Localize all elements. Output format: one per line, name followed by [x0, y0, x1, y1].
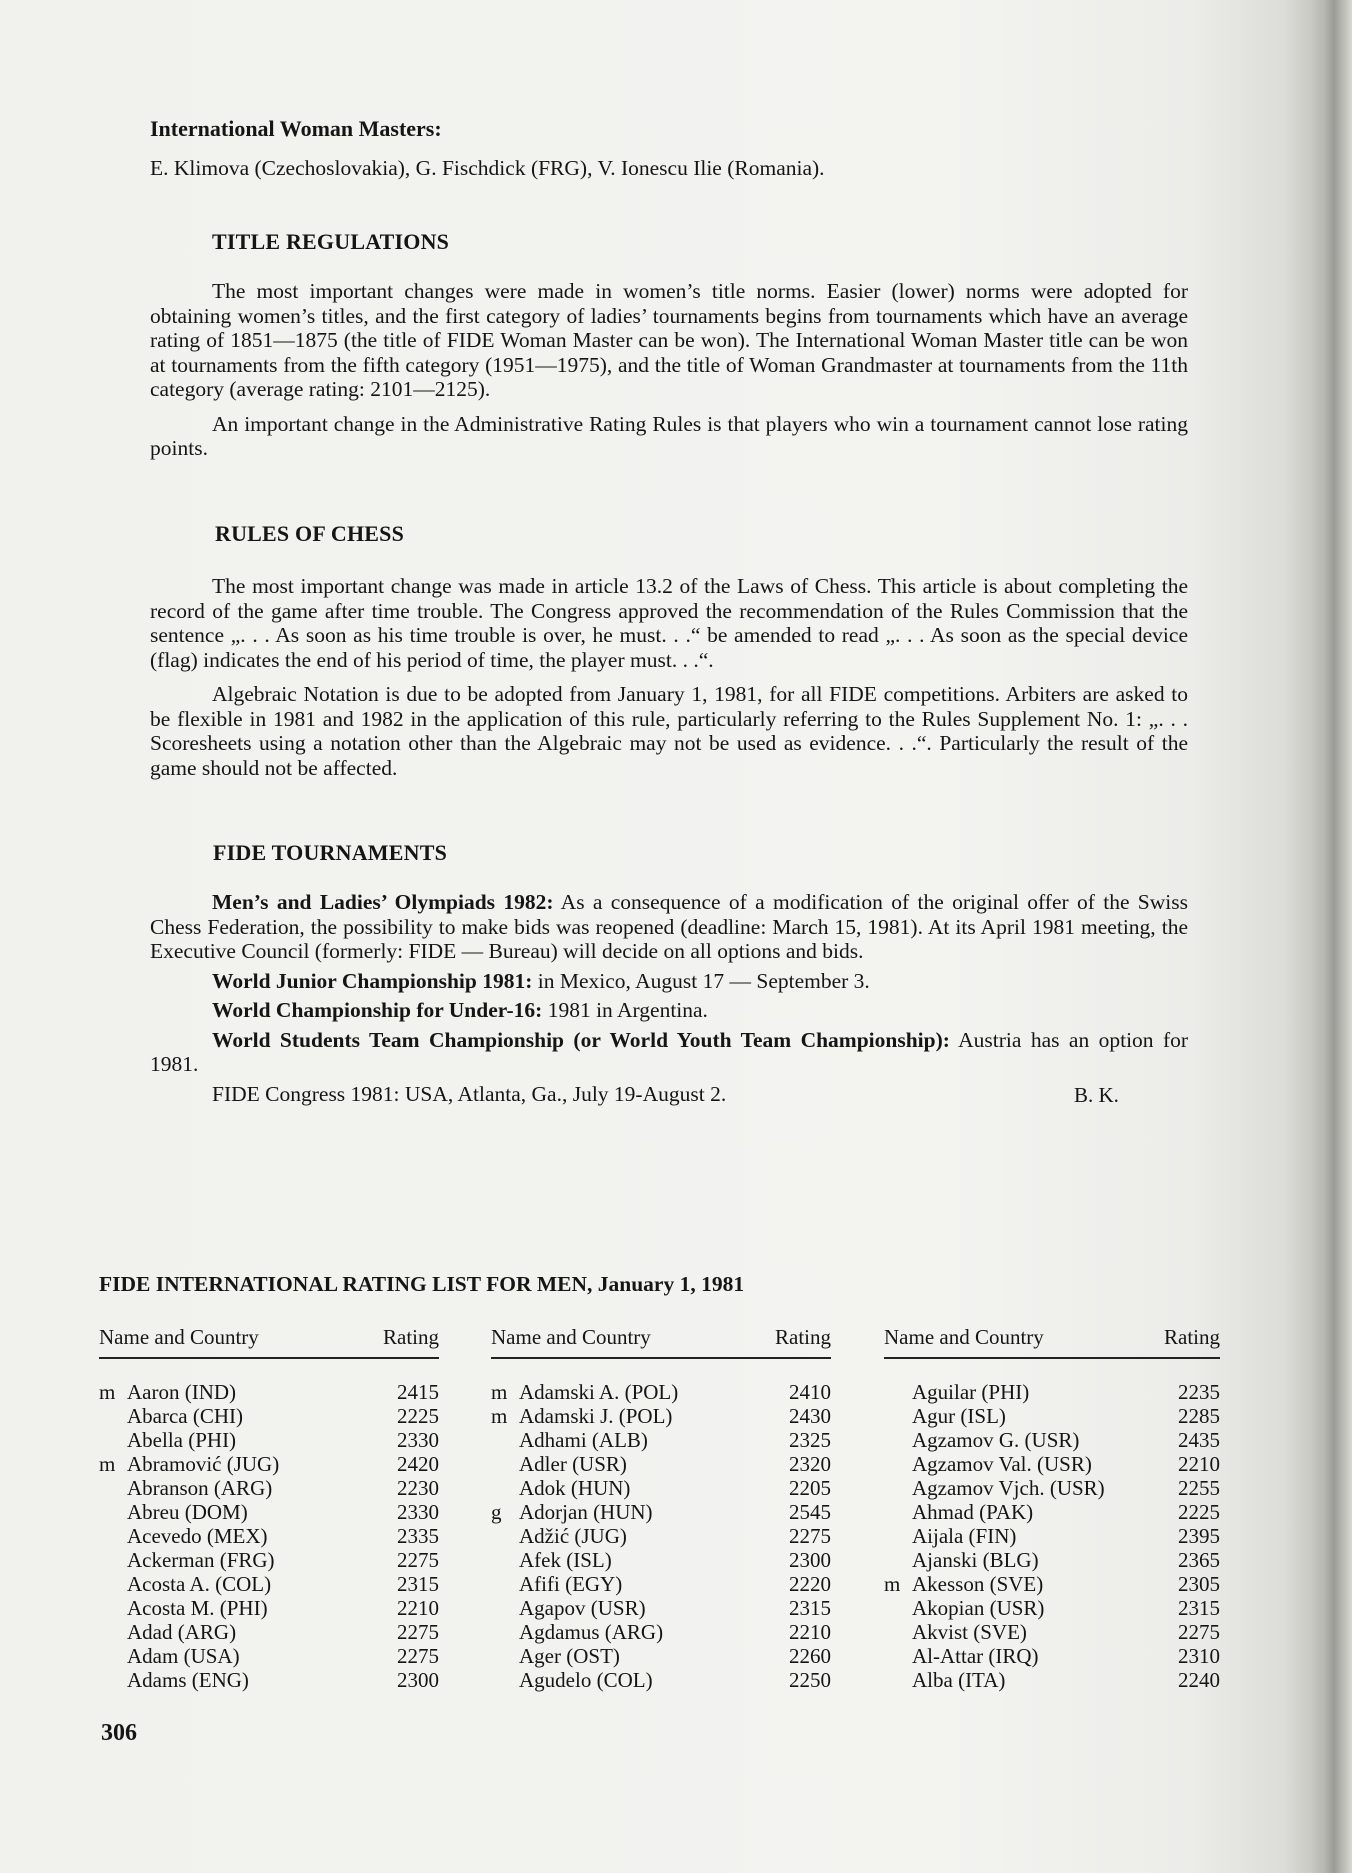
title-regulations-paragraph-2: An important change in the Administrative Rating Rules is that players who win a tournament cannot lose rating points. — [150, 411, 1188, 460]
player-title — [884, 1428, 912, 1452]
table-row — [884, 1452, 1220, 1476]
player-name: Adam (USA) — [127, 1644, 240, 1668]
player-title — [491, 1620, 519, 1644]
player-title: g — [491, 1500, 502, 1524]
title-regulations-heading-wrap — [212, 229, 1250, 255]
fide-tournaments-heading: FIDE TOURNAMENTS — [213, 840, 448, 865]
player-rating: 2225 — [397, 1404, 439, 1428]
player-title — [884, 1380, 912, 1404]
player-title — [884, 1548, 912, 1572]
player-rating: 2410 — [789, 1380, 831, 1404]
player-rating: 2240 — [1178, 1668, 1220, 1692]
tournament-item: World Championship for Under-16: 1981 in Argentina. — [212, 998, 708, 1022]
player-rating: 2235 — [1178, 1380, 1220, 1404]
table-row — [99, 1452, 439, 1476]
player-rating: 2225 — [1178, 1500, 1220, 1524]
table-row — [99, 1428, 439, 1452]
player-name: Ajanski (BLG) — [912, 1548, 1039, 1572]
player-name: Agudelo (COL) — [519, 1668, 653, 1692]
player-title — [491, 1596, 519, 1620]
column-header: Name and Country Rating — [99, 1325, 439, 1359]
table-row — [884, 1500, 1220, 1524]
player-rating: 2305 — [1178, 1572, 1220, 1596]
player-title — [99, 1668, 127, 1692]
player-title — [99, 1524, 127, 1548]
table-row — [884, 1548, 1220, 1572]
table-row — [491, 1452, 831, 1476]
player-title — [491, 1524, 519, 1548]
player-title — [884, 1620, 912, 1644]
player-name: Adok (HUN) — [519, 1476, 631, 1500]
player-rating: 2275 — [397, 1548, 439, 1572]
table-row — [491, 1380, 831, 1404]
tournament-item: FIDE Congress 1981: USA, Atlanta, Ga., July 19-August 2. — [212, 1081, 727, 1106]
table-row — [884, 1668, 1220, 1692]
player-rating: 2415 — [397, 1380, 439, 1404]
player-rating: 2210 — [397, 1596, 439, 1620]
tournament-item: Men’s and Ladies’ Olympiads 1982: As a consequence of a modification of the original offer of the Swiss Chess Federation, the possibility to make bids was reopened (deadline: March 15, 1981). At its April 1981 meeting, the Executive Council (formerly: FIDE — Bureau) will decide on all options and bids. — [150, 890, 1189, 963]
player-title — [99, 1548, 127, 1572]
table-row — [491, 1548, 831, 1572]
player-title — [491, 1644, 519, 1668]
table-row — [99, 1620, 439, 1644]
player-title: m — [99, 1380, 116, 1404]
player-rating: 2310 — [1178, 1644, 1220, 1668]
player-title: m — [884, 1572, 901, 1596]
table-row — [884, 1644, 1220, 1668]
player-name: Alba (ITA) — [912, 1668, 1006, 1692]
tournament-item: World Junior Championship 1981: in Mexico, August 17 — September 3. — [212, 968, 870, 993]
player-rating: 2315 — [789, 1596, 831, 1620]
player-name: Adams (ENG) — [127, 1668, 249, 1692]
player-name: Abranson (ARG) — [127, 1476, 273, 1500]
rules-of-chess-body — [150, 574, 1188, 780]
player-name: Agur (ISL) — [912, 1404, 1006, 1428]
column-header: Name and Country Rating — [491, 1325, 831, 1359]
player-name: Akopian (USR) — [912, 1596, 1045, 1620]
player-title — [99, 1572, 127, 1596]
table-row — [99, 1404, 439, 1428]
player-title — [884, 1524, 912, 1548]
table-row — [884, 1572, 1220, 1596]
player-rating: 2330 — [397, 1500, 439, 1524]
player-name: Adžić (JUG) — [519, 1524, 627, 1548]
title-regulations-body — [150, 279, 1188, 461]
rating-column-1 — [99, 1325, 439, 1692]
player-rating: 2210 — [1178, 1452, 1220, 1476]
table-row — [491, 1428, 831, 1452]
table-row — [491, 1404, 831, 1428]
player-name: Adler (USR) — [519, 1452, 627, 1476]
player-title — [884, 1404, 912, 1428]
player-name: Adhami (ALB) — [519, 1428, 648, 1452]
player-name: Agzamov Vjch. (USR) — [912, 1476, 1105, 1500]
player-rating: 2255 — [1178, 1476, 1220, 1500]
table-row — [99, 1524, 439, 1548]
table-row — [884, 1380, 1220, 1404]
player-title — [99, 1620, 127, 1644]
table-row — [491, 1500, 831, 1524]
table-row — [99, 1548, 439, 1572]
table-row — [99, 1596, 439, 1620]
author-initials: B. K. — [1074, 1083, 1119, 1107]
player-title — [884, 1668, 912, 1692]
player-name: Abella (PHI) — [127, 1428, 237, 1452]
rating-rows — [99, 1380, 439, 1692]
player-name: Ager (OST) — [519, 1644, 620, 1668]
player-name: Aaron (IND) — [127, 1380, 237, 1404]
player-rating: 2210 — [789, 1620, 831, 1644]
player-name: Abramović (JUG) — [127, 1452, 280, 1476]
player-name: Ackerman (FRG) — [127, 1548, 275, 1572]
rating-rows — [884, 1380, 1220, 1692]
player-title — [884, 1500, 912, 1524]
table-row — [99, 1668, 439, 1692]
player-title — [99, 1500, 127, 1524]
player-rating: 2395 — [1178, 1524, 1220, 1548]
player-title — [884, 1476, 912, 1500]
player-name: Akvist (SVE) — [912, 1620, 1027, 1644]
player-title — [99, 1644, 127, 1668]
table-row — [491, 1596, 831, 1620]
woman-masters-names: E. Klimova (Czechoslovakia), G. Fischdick (FRG), V. Ionescu Ilie (Romania). — [150, 156, 825, 180]
player-rating: 2320 — [789, 1452, 831, 1476]
woman-masters-section — [150, 116, 1188, 181]
player-title — [491, 1476, 519, 1500]
player-rating: 2285 — [1178, 1404, 1220, 1428]
player-rating: 2300 — [789, 1548, 831, 1572]
rating-column-3 — [884, 1325, 1220, 1692]
player-title — [884, 1452, 912, 1476]
table-row — [491, 1644, 831, 1668]
player-name: Agzamov G. (USR) — [912, 1428, 1080, 1452]
table-row — [491, 1524, 831, 1548]
player-rating: 2230 — [397, 1476, 439, 1500]
player-name: Agapov (USR) — [519, 1596, 646, 1620]
player-name: Abarca (CHI) — [127, 1404, 244, 1428]
player-title — [491, 1668, 519, 1692]
player-rating: 2275 — [789, 1524, 831, 1548]
rating-list-date: January 1, 1981 — [597, 1272, 745, 1296]
player-rating: 2220 — [789, 1572, 831, 1596]
player-title — [99, 1404, 127, 1428]
player-name: Al-Attar (IRQ) — [912, 1644, 1039, 1668]
table-row — [99, 1572, 439, 1596]
player-rating: 2330 — [397, 1428, 439, 1452]
table-row — [884, 1524, 1220, 1548]
fide-tournaments-body — [150, 890, 1188, 1106]
rules-of-chess-heading: RULES OF CHESS — [215, 521, 405, 546]
table-row — [491, 1476, 831, 1500]
player-name: Afek (ISL) — [519, 1548, 612, 1572]
player-rating: 2205 — [789, 1476, 831, 1500]
table-row — [491, 1668, 831, 1692]
player-rating: 2365 — [1178, 1548, 1220, 1572]
table-row — [99, 1476, 439, 1500]
player-rating: 2275 — [397, 1644, 439, 1668]
player-title: m — [491, 1404, 508, 1428]
column-header: Name and Country Rating — [884, 1325, 1220, 1359]
player-name: Acosta A. (COL) — [127, 1572, 272, 1596]
woman-masters-heading: International Woman Masters: — [150, 116, 442, 141]
title-regulations-paragraph-1: The most important changes were made in women’s title norms. Easier (lower) norms were adopted for obtaining women’s titles, and the first category of ladies’ tournaments begins from tournaments which have an average rating of 1851—1875 (the title of FIDE Woman Master can be won). The International Woman Master title can be won at tournaments from the fifth category (1951—1975), and the title of Woman Grandmaster at tournaments from the 11th category (average rating: 2101—2125). — [150, 279, 1188, 401]
table-row — [99, 1380, 439, 1404]
player-rating: 2300 — [397, 1668, 439, 1692]
player-name: Aguilar (PHI) — [912, 1380, 1030, 1404]
player-name: Acosta M. (PHI) — [127, 1596, 268, 1620]
player-title: m — [491, 1380, 508, 1404]
player-rating: 2275 — [397, 1620, 439, 1644]
rules-of-chess-paragraph-1: The most important change was made in article 13.2 of the Laws of Chess. This article is about completing the record of the game after time trouble. The Congress approved the recommendation of the Rules Commission that the sentence „. . . As soon as his time trouble is over, he must. . .“ be amended to read „. . . As soon as the special device (flag) indicates the end of his period of time, the player must. . .“. — [150, 574, 1188, 672]
player-name: Aijala (FIN) — [912, 1524, 1017, 1548]
player-name: Adad (ARG) — [127, 1620, 237, 1644]
table-row — [884, 1620, 1220, 1644]
player-rating: 2275 — [1178, 1620, 1220, 1644]
player-rating: 2430 — [789, 1404, 831, 1428]
player-title — [491, 1428, 519, 1452]
table-row — [491, 1620, 831, 1644]
rating-column-2 — [491, 1325, 831, 1692]
fide-tournaments-heading-wrap — [213, 840, 1251, 866]
player-rating: 2260 — [789, 1644, 831, 1668]
player-rating: 2435 — [1178, 1428, 1220, 1452]
player-rating: 2315 — [1178, 1596, 1220, 1620]
rules-of-chess-paragraph-2: Algebraic Notation is due to be adopted from January 1, 1981, for all FIDE competitions. Arbiters are asked to be flexible in 1981 and 1982 in the application of this rule, particularly referring to the Rules Supplement No. 1: „. . . Scoresheets using a notation other than the Algebraic may not be used as evidence. . .“. Particularly the result of the game should not be affected. — [150, 682, 1188, 780]
table-row — [884, 1404, 1220, 1428]
player-rating: 2545 — [789, 1500, 831, 1524]
player-title — [491, 1572, 519, 1596]
table-row — [884, 1596, 1220, 1620]
rules-of-chess-heading-wrap — [215, 521, 1253, 547]
player-title — [99, 1476, 127, 1500]
player-name: Agdamus (ARG) — [519, 1620, 664, 1644]
player-rating: 2250 — [789, 1668, 831, 1692]
player-title — [884, 1596, 912, 1620]
player-title — [884, 1644, 912, 1668]
tournament-item: World Students Team Championship (or World Youth Team Championship): Austria has an option for 1981. — [150, 1027, 1189, 1076]
player-name: Ahmad (PAK) — [912, 1500, 1034, 1524]
player-name: Adamski J. (POL) — [519, 1404, 673, 1428]
player-rating: 2325 — [789, 1428, 831, 1452]
player-name: Adamski A. (POL) — [519, 1380, 679, 1404]
player-title — [99, 1428, 127, 1452]
page-number: 306 — [101, 1720, 137, 1746]
player-title — [99, 1596, 127, 1620]
player-title — [491, 1548, 519, 1572]
title-regulations-heading: TITLE REGULATIONS — [212, 229, 450, 254]
player-title — [491, 1452, 519, 1476]
player-name: Agzamov Val. (USR) — [912, 1452, 1092, 1476]
player-name: Adorjan (HUN) — [519, 1500, 653, 1524]
player-name: Abreu (DOM) — [127, 1500, 248, 1524]
player-rating: 2315 — [397, 1572, 439, 1596]
player-name: Afifi (EGY) — [519, 1572, 623, 1596]
player-name: Akesson (SVE) — [912, 1572, 1044, 1596]
table-row — [99, 1644, 439, 1668]
rating-list-title: FIDE INTERNATIONAL RATING LIST FOR MEN, January 1, 1981 — [99, 1272, 745, 1296]
table-row — [884, 1476, 1220, 1500]
rating-rows — [491, 1380, 831, 1692]
binding-gutter — [1322, 0, 1352, 1873]
table-row — [99, 1500, 439, 1524]
player-name: Acevedo (MEX) — [127, 1524, 268, 1548]
player-title: m — [99, 1452, 116, 1476]
table-row — [884, 1428, 1220, 1452]
player-rating: 2420 — [397, 1452, 439, 1476]
player-rating: 2335 — [397, 1524, 439, 1548]
table-row — [491, 1572, 831, 1596]
